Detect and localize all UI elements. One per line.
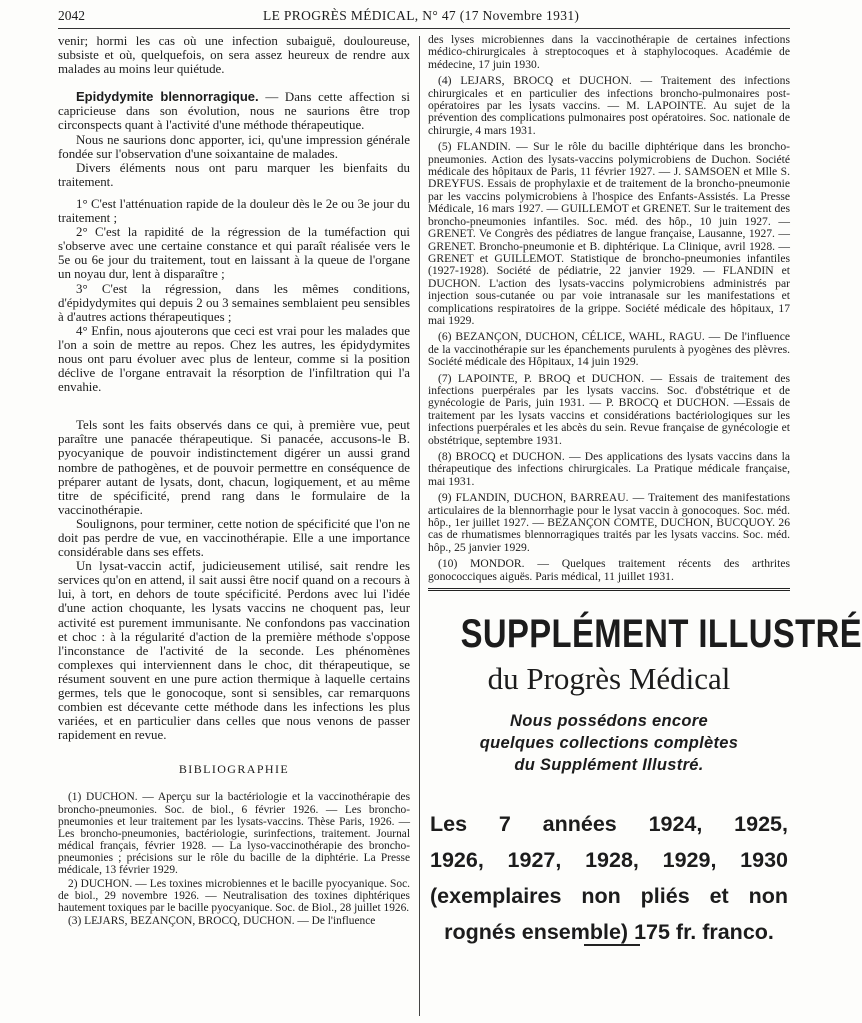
ad-headline: SUPPLÉMENT ILLUSTRÉ <box>460 612 862 656</box>
bibliography-list <box>58 791 410 927</box>
ad-offer-line: rognés ensemble) 175 fr. franco. <box>444 920 774 944</box>
reference-entry: (7) LAPOINTE, P. BROQ et DUCHON. — Essais de traitement des infections puerpérales par les lysats vaccins. Soc. d'obstétrique et de gynécologie de Paris, juin 1931. — P. BROCQ et DUCHON. —Essais de traitement par les lysats vaccins et considérations bactériologiques sur les infections puerpérales et les abcès du sein. Revue française de gynécologie et obstétrique, septembre 1931. <box>428 371 790 447</box>
column-divider <box>419 36 420 1016</box>
list-item: 4° Enfin, nous ajouterons que ceci est vrai pour les malades que l'on a soin de mettre au repos. Chez les autres, les épidydymites nous ont paru évoluer avec plus de lenteur, comme si la position déclive de l'organe entravait la résorption de l'infiltration qui l'a envahie. <box>58 323 410 395</box>
list-item: 3° C'est la régression, dans les mêmes conditions, d'épidydymites qui depuis 2 ou 3 semaines semblaient peu sensibles à d'autres actions thérapeutiques ; <box>58 281 410 324</box>
paragraph: Soulignons, pour terminer, cette notion de spécificité que l'on ne doit pas perdre de vue, en vaccinothérapie. Elle a une importance considérable dans ses effets. <box>58 516 410 560</box>
advertisement-top-rule <box>428 588 790 591</box>
section-text: — Dans cette affection si capricieuse dans son évolution, nous ne saurions être trop circonspects quant à l'activité d'une méthode thérapeutique. <box>58 90 410 133</box>
reference-continuation: des lyses microbiennes dans la vaccinothérapie de certaines infections médico-chirurgicales à streptocoques et à staphylocoques. Académie de médecine, 17 juin 1930. <box>428 33 790 71</box>
bibliography-entry: (1) DUCHON. — Aperçu sur la bactériologie et la vaccinothérapie des broncho-pneumonies. Soc. de biol., 6 février 1926. — Les broncho-pneumonies et leur traitement par les lysats-vaccins. Thèse Paris, 1926. — Les broncho-pneumonies, bactériologie, surinfections, traitement. Journal médical français, février 1928. — La lyso-vaccinothérapie des broncho-pneumonies ; précisions sur le rôle du bacille de la diphtérie. La Presse médicale, 13 février 1929. <box>58 791 410 877</box>
list-item: 1° C'est l'atténuation rapide de la douleur dès le 2e ou 3e jour du traitement ; <box>58 196 410 226</box>
paragraph: Divers éléments nous ont paru marquer les bienfaits du traitement. <box>58 160 410 189</box>
page-header <box>58 8 790 28</box>
section-heading: Epidydymite blennorragique. <box>76 89 259 105</box>
ad-subheadline: du Progrès Médical <box>487 661 731 696</box>
paragraph: Nous ne saurions donc apporter, ici, qu'une impression générale fondée sur l'observation d'une soixantaine de malades. <box>58 132 410 161</box>
journal-title: LE PROGRÈS MÉDICAL, N° 47 (17 Novembre 1931) <box>263 8 580 23</box>
bibliography-entry: (3) LEJARS, BEZANÇON, BROCQ, DUCHON. — De l'influence <box>68 914 376 927</box>
page-number: 2042 <box>58 8 85 23</box>
bibliography-heading: BIBLIOGRAPHIE <box>178 762 290 777</box>
ad-offer-line: 1926, 1927, 1928, 1929, 1930 <box>430 848 788 872</box>
list-item: 2° C'est la rapidité de la régression de la tuméfaction qui s'observe avec une certaine constance et qui paraît réalisée vers le 5e ou 6e jour du traitement, tout en laissant à la queue de l'organe un noyau dur, lent à disparaître ; <box>58 225 410 282</box>
ad-italic-line: du Supplément Illustré. <box>514 756 704 774</box>
ad-offer-line: Les 7 années 1924, 1925, <box>430 812 788 836</box>
paragraph: Tels sont les faits observés dans ce qui, à première vue, peut paraître une panacée thérapeutique. Si panacée, accusons-le B. pyocyanique de pouvoir indistinctement digérer un aussi grand nombre de pathogènes, et de pouvoir permettre en conséquence de préparer autant de lysats, dont, chacun, logiquement, et au même titre de spécificité, prend rang dans le formulaire de la vaccinothérapie. <box>58 418 410 517</box>
right-column <box>428 34 790 594</box>
reference-entry: (8) BROCQ et DUCHON. — Des applications des lysats vaccins dans la thérapeutique des infections chirurgicales. La Pratique médicale française, mai 1931. <box>428 450 790 488</box>
left-column <box>58 34 410 1016</box>
paragraph: Un lysat-vaccin actif, judicieusement utilisé, sait rendre les services qu'on en attend, il sait aussi être nocif quand on a recours à lui, à tort, en dehors de toute spécificité. Perdons avec lui l'idée d'une action choquante, les lysats vaccins ne choquent pas, leur activité est purement immunisante. Ne confondons pas vaccination et choc : à la régularité d'action de la première méthode s'oppose l'inconstance de l'activité de la seconde. Les phénomènes complexes qui interviennent dans le choc, dit thérapeutique, se résument souvent en une pure action thermique à laquelle certains germes, tels que le gonocoque, sont si sensibles, car remarquons combien est décevante cette méthode dans les infections les plus variées, et en particulier dans celles que nous venons de passer rapidement en revue. <box>58 559 410 743</box>
reference-entry: (6) BEZANÇON, DUCHON, CÉLICE, WAHL, RAGU. — De l'influence de la vaccinothérapie sur les épanchements purulents à pyogènes des plèvres. Société médicale des Hôpitaux, 14 juin 1929. <box>428 330 790 369</box>
reference-entry: (10) MONDOR. — Quelques traitement récents des arthrites gonococciques aiguës. Paris médical, 11 juillet 1931. <box>428 557 790 583</box>
ad-offer-line: (exemplaires non pliés et non <box>430 884 788 908</box>
bibliography-entry: 2) DUCHON. — Les toxines microbiennes et le bacille pyocyanique. Soc. de biol., 29 novembre 1926. — Neutralisation des toxines diphtériques hautement toxiques par le bacille pyocyanique. Soc. de Biol., 28 juillet 1926. <box>58 877 410 914</box>
reference-entry: (5) FLANDIN. — Sur le rôle du bacille diphtérique dans les broncho-pneumonies. Action des lysats-vaccins polymicrobiens de Duchon. Société médicale des hôpitaux de Paris, 11 février 1927. — J. SAMSOEN et Mlle S. DREYFUS. Essais de prophylaxie et de traitement de la broncho-pneumonie par les vaccins polymicrobiens à l'hospice des Enfants-Assistés. La Presse Médicale, 16 mars 1927. — GUILLEMOT et GRENET. Sur le traitement des broncho-pneumonies infantiles. Soc. méd. des hôp., 10 juin 1927. — GRENET. Ve Congrès des pédiatres de langue française, Lausanne, 1927. — GRENET. Broncho-pneumonie et B. diphtérique. La Clinique, avril 1928. — GRENET et GUILLEMOT. Statistique de broncho-pneumonies infantiles (1927-1928). Société de pédiatrie, 22 janvier 1929. — FLANDIN et DUCHON. L'action des lysats-vaccins polymicrobiens administrés par injection sous-cutanée ou par voie intranasale sur les manifestations et complications respiratoires de la grippe. Société médicale des hôpitaux, 17 mai 1929. <box>428 140 790 327</box>
supplement-advertisement <box>428 612 862 950</box>
ad-italic-line: Nous possédons encore <box>510 712 708 730</box>
reference-entry: (4) LEJARS, BROCQ et DUCHON. — Traitement des infections chirurgicales et en particulier des infections broncho-pulmonaires post-opératoires par les lysats vaccins. — M. LAPOINTE. Au sujet de la prévention des complications pulmonaires post opératoires. Soc. nationale de chirurgie, 4 mars 1931. <box>428 74 790 137</box>
header-rule <box>58 28 790 29</box>
ad-italic-line: quelques collections complètes <box>479 734 739 752</box>
paragraph-continuation: venir; hormi les cas où une infection subaiguë, douloureuse, subsiste et où, quelquefois, on sera assez heureux de rendre aux malades au moins leur quiétude. <box>58 34 410 77</box>
closing-rule <box>584 944 640 946</box>
reference-entry: (9) FLANDIN, DUCHON, BARREAU. — Traitement des manifestations articulaires de la blennorrhagie pour le lysat vaccin à gonocoques. Soc. méd. hôp., 1er juillet 1927. — BEZANÇON COMTE, DUCHON, BUCQUOY. 26 cas de rhumatismes blennorragiques traités par les lysats vaccins. Soc. méd. hôp., 25 janvier 1929. <box>428 491 790 554</box>
section-epididymite <box>58 90 410 132</box>
